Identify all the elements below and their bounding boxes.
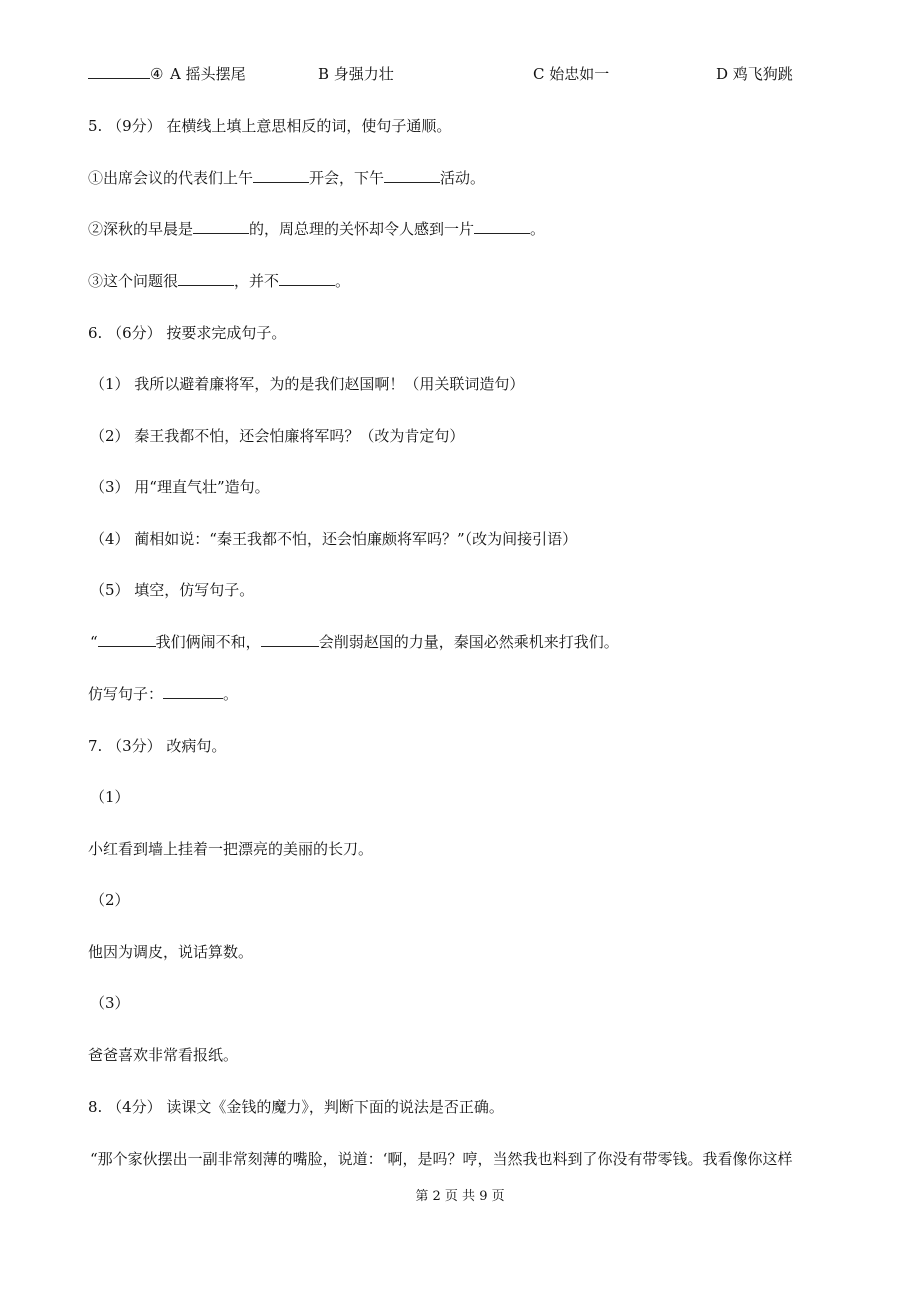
q7-item-1-text: 小红看到墙上挂着一把漂亮的美丽的长刀。	[88, 840, 374, 858]
q6-part-1: （1） 我所以避着廉将军，为的是我们赵国啊！（用关联词造句）	[90, 375, 525, 393]
answer-blank[interactable]	[474, 219, 530, 234]
q7-item-3-text: 爸爸喜欢非常看报纸。	[88, 1046, 239, 1064]
q6-fill-quote-mark: “	[90, 633, 98, 651]
answer-blank[interactable]	[163, 684, 223, 699]
q6-fill-text-b: 会削弱赵国的力量，秦国必然乘机来打我们。	[318, 633, 619, 651]
q4-option-a: A 摇头摆尾	[170, 65, 246, 83]
q6-part-4: （4） 蔺相如说：“秦王我都不怕，还会怕廉颇将军吗？”（改为间接引语）	[90, 530, 578, 548]
q6-imitate-end: 。	[223, 685, 239, 703]
q5-s3-text-a: ③这个问题很	[88, 272, 179, 290]
q6-part-2: （2） 秦王我都不怕，还会怕廉将军吗？（改为肯定句）	[90, 427, 465, 445]
answer-blank[interactable]	[178, 271, 234, 286]
q5-s2-text-b: 的，周总理的关怀却令人感到一片	[249, 220, 475, 238]
q5-s1-text-b: 开会，下午	[309, 169, 385, 187]
q5-s1-text-c: 活动。	[440, 169, 486, 187]
answer-blank[interactable]	[193, 219, 249, 234]
page-footer: 第 2 页 共 9 页	[415, 1189, 505, 1204]
q4-item-number: ④	[150, 65, 164, 83]
answer-blank[interactable]	[279, 271, 335, 286]
answer-blank[interactable]	[253, 168, 309, 183]
q4-option-d: D 鸡飞狗跳	[716, 65, 793, 83]
answer-blank[interactable]	[98, 632, 156, 647]
q5-sentence-3	[88, 271, 350, 291]
q6-heading: 6. （6分） 按要求完成句子。	[88, 324, 287, 342]
q7-item-2-text: 他因为调皮，说话算数。	[88, 943, 254, 961]
q5-s3-text-c: 。	[335, 272, 351, 290]
q4-option-c: C 始忠如一	[533, 65, 610, 83]
q5-heading: 5. （9分） 在横线上填上意思相反的词，使句子通顺。	[88, 117, 452, 135]
q4-options-row	[88, 64, 848, 84]
q4-option-b: B 身强力壮	[318, 65, 394, 83]
q7-item-1-number: （1）	[90, 788, 130, 806]
q7-item-3-number: （3）	[90, 994, 130, 1012]
answer-blank[interactable]	[261, 632, 319, 647]
q5-s2-text-a: ②深秋的早晨是	[88, 220, 194, 238]
q6-fill-text-a: 我们俩闹不和，	[155, 633, 261, 651]
answer-blank[interactable]	[88, 64, 150, 79]
q5-s2-text-c: 。	[530, 220, 546, 238]
q8-quote: “那个家伙摆出一副非常刻薄的嘴脸，说道：‘啊，是吗？哼，当然我也料到了你没有带零钱。我看像你这样	[90, 1150, 793, 1168]
q6-fill-sentence	[90, 632, 619, 652]
answer-blank[interactable]	[384, 168, 440, 183]
q7-item-2-number: （2）	[90, 891, 130, 909]
q5-sentence-1	[88, 168, 485, 188]
q6-imitate-label: 仿写句子：	[88, 685, 164, 703]
q6-part-5: （5） 填空，仿写句子。	[90, 581, 255, 599]
q6-part-3: （3） 用“理直气壮”造句。	[90, 478, 270, 496]
q5-s3-text-b: ，并不	[234, 272, 280, 290]
q6-imitate	[88, 684, 238, 704]
q8-heading: 8. （4分） 读课文《金钱的魔力》，判断下面的说法是否正确。	[88, 1098, 504, 1116]
q5-sentence-2	[88, 219, 545, 239]
q7-heading: 7. （3分） 改病句。	[88, 737, 227, 755]
q5-s1-text-a: ①出席会议的代表们上午	[88, 169, 254, 187]
